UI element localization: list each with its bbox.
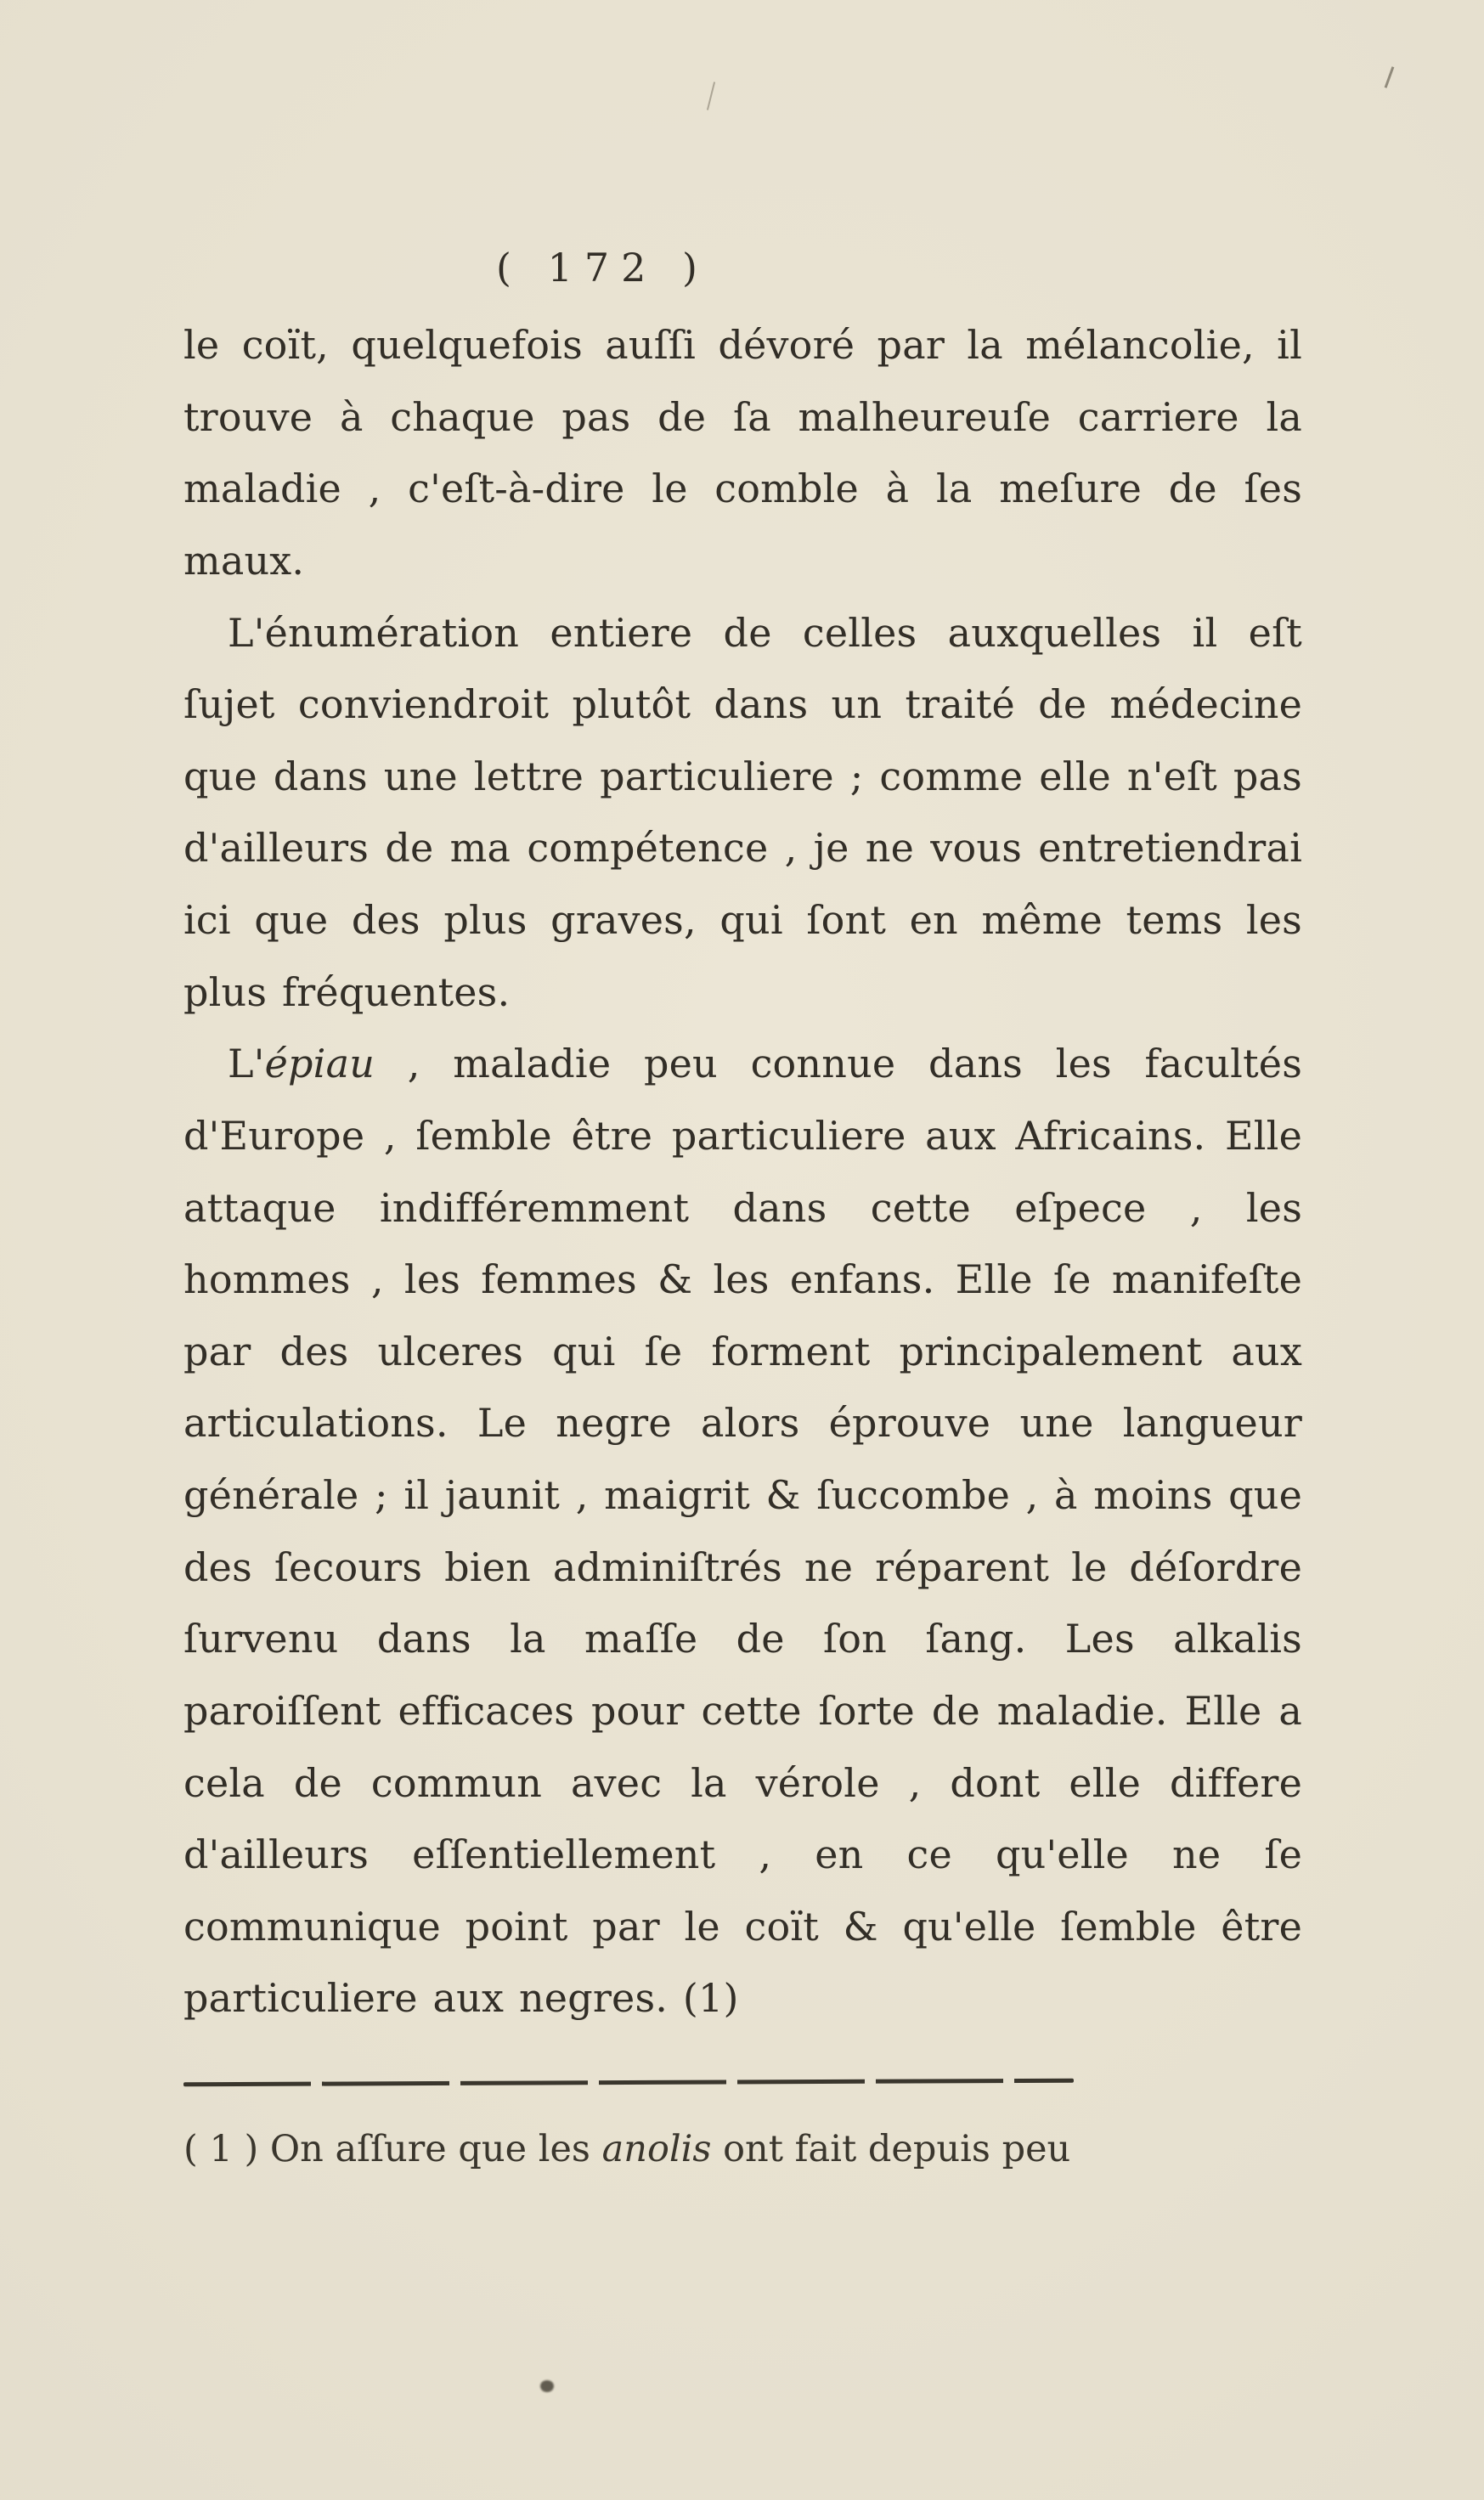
text-segment: L' <box>228 1041 265 1087</box>
paragraph-enumeration: L'énumération entiere de celles auxquelles il eſt ſujet conviendroit plutôt dans un traité de médecine que dans une lettre particuliere ; comme elle n'eſt pas d'ailleurs de ma compétence , je ne vous entretiendrai ici que des plus graves, qui ſont en même tems les plus fréquentes. <box>183 609 1302 1015</box>
footnote <box>183 2119 1302 2181</box>
paragraph-epiau <box>183 1028 1302 2034</box>
page-number: ( 172 ) <box>496 245 709 291</box>
text-segment: ont fait depuis peu <box>711 2128 1071 2170</box>
ink-speck <box>540 2380 554 2392</box>
italic-term-anolis: anolis <box>601 2128 712 2170</box>
italic-term-epiau: épiau <box>264 1041 375 1087</box>
text-segment: ( 1 ) On aſſure que les <box>183 2128 602 2170</box>
body-text <box>183 309 1302 2034</box>
scan-artifact <box>1385 66 1395 87</box>
paragraph-continuation: le coït, quelquefois auſſi dévoré par la mélancolie, il trouve à chaque pas de ſa malheureuſe carriere la maladie , c'eſt-à-dire le comble à la meſure de ſes maux. <box>183 322 1302 584</box>
text-segment: , maladie peu connue dans les facultés d'Europe , ſemble être particuliere aux Africains. Elle attaque indifféremment dans cette eſpece , les hommes , les femmes & les enfans. Elle ſe manifeſte par des ulceres qui ſe forment principalement aux articulations. Le negre alors éprouve une langueur générale ; il jaunit , maigrit & ſuccombe , à moins que des ſecours bien adminiſtrés ne réparent le déſordre ſurvenu dans la maſſe de ſon ſang. Les alkalis paroiſſent efficaces pour cette ſorte de maladie. Elle a cela de commun avec la vérole , dont elle differe d'ailleurs eſſentiellement , en ce qu'elle ne ſe communique point par le coït & qu'elle ſemble être particuliere aux negres. (1) <box>183 1041 1302 2022</box>
footnote-divider <box>183 2079 1074 2087</box>
scan-artifact <box>707 82 715 110</box>
